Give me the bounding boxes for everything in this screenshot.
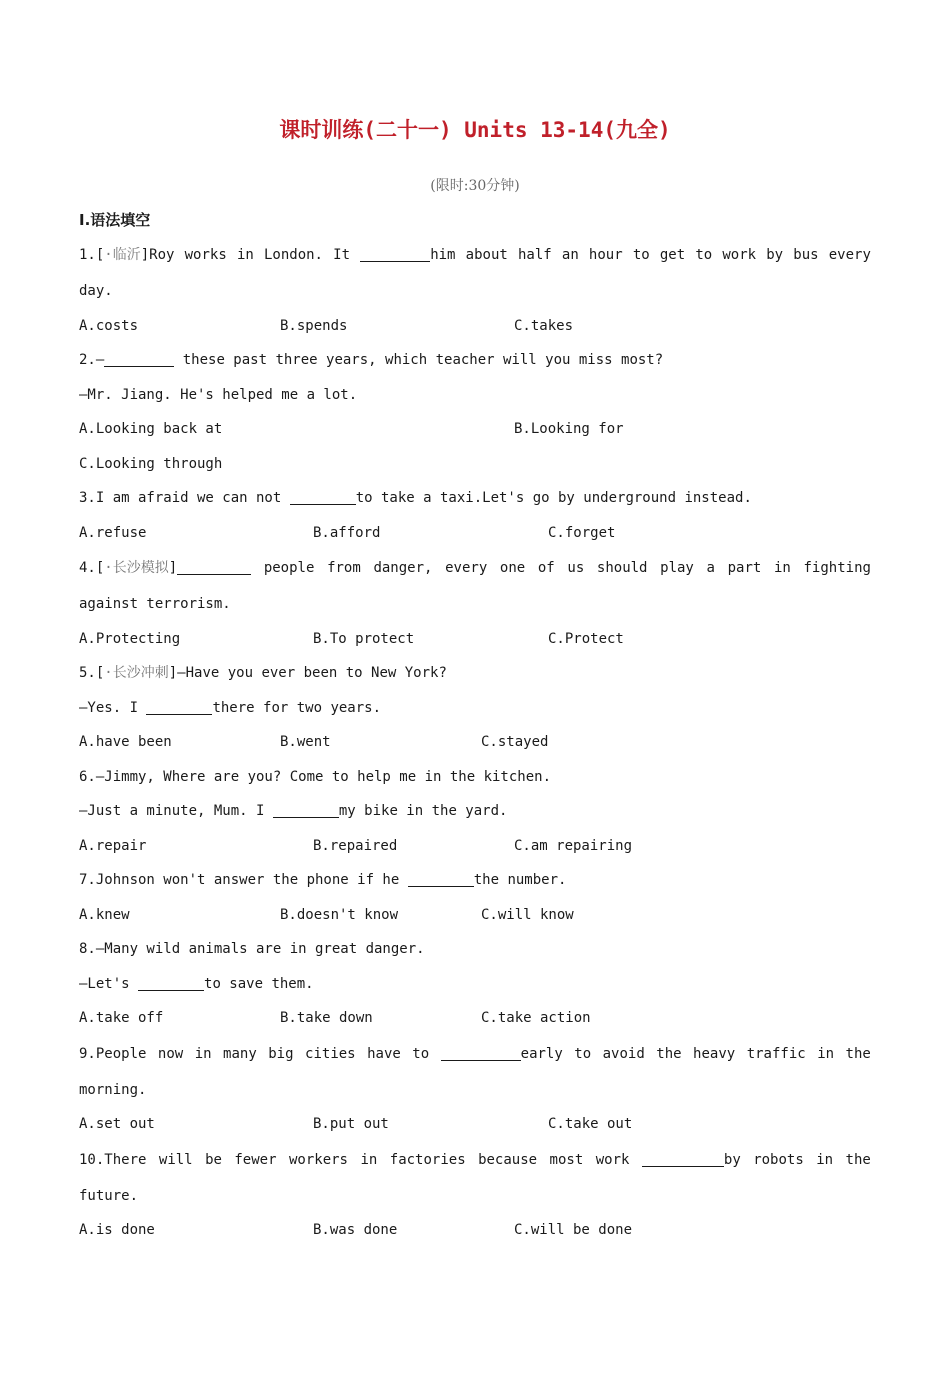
word: in (194, 1045, 212, 1062)
word: should (596, 560, 648, 576)
option-a: A.Protecting (79, 630, 181, 647)
option-c: C.Looking through (79, 455, 223, 472)
word: the (845, 1045, 871, 1062)
word: the (656, 1045, 682, 1062)
option-c: C.will know (481, 906, 574, 923)
option-b: B.repaired (313, 837, 398, 854)
word: to (632, 247, 650, 263)
word: us (567, 560, 585, 576)
word: will (158, 1151, 193, 1168)
word: 9.People (79, 1045, 147, 1062)
word: because (478, 1151, 538, 1168)
section-heading: Ⅰ.语法填空 (79, 211, 151, 229)
source-tag: ·长沙冲刺 (104, 665, 169, 681)
q2-options-row2 (79, 447, 871, 482)
word: a (706, 560, 715, 576)
q10-options (79, 1213, 871, 1248)
word: of (537, 560, 555, 576)
option-b: B.To protect (313, 630, 415, 647)
word: hour (588, 247, 623, 263)
option-c: C.Protect (548, 630, 624, 647)
q2-line2: —Mr. Jiang. He's helped me a lot. (79, 386, 358, 403)
option-c: C.take out (548, 1116, 633, 1132)
q4-line1 (79, 550, 871, 587)
word: works (184, 247, 227, 263)
question-number: 4.[ (79, 560, 105, 576)
q1-options (79, 309, 871, 344)
option-a: A.set out (79, 1116, 155, 1132)
option-a: A.repair (79, 837, 147, 854)
word: now (157, 1045, 184, 1062)
q8-line2: —Let's to save them. (79, 975, 314, 992)
word: heavy (693, 1045, 736, 1062)
option-c: C.am repairing (514, 837, 633, 854)
word: most (549, 1151, 584, 1168)
word: about (465, 247, 508, 263)
option-a: A.refuse (79, 524, 147, 541)
word: in (773, 560, 791, 576)
word: work (722, 247, 757, 263)
word: in (236, 247, 254, 263)
word: London. (263, 247, 323, 263)
q3-line1: 3.I am afraid we can not to take a taxi.Let's go by underground instead. (79, 490, 752, 506)
word: him (360, 237, 455, 274)
answer-blank (273, 801, 339, 818)
option-b: B.spends (280, 317, 348, 334)
q5-line2: —Yes. I there for two years. (79, 699, 382, 716)
word: big (268, 1045, 294, 1062)
word: in (360, 1151, 378, 1168)
word: traffic (746, 1045, 806, 1062)
word: fighting (803, 560, 871, 576)
option-a: A.take off (79, 1010, 164, 1026)
word: to (412, 1045, 430, 1062)
option-a: A.knew (79, 906, 130, 923)
q8-options (79, 1001, 871, 1036)
word: the (845, 1151, 871, 1168)
q7-options (79, 898, 871, 933)
option-b: B.was done (313, 1222, 398, 1238)
word: one (499, 560, 526, 576)
word: people (263, 560, 315, 576)
word: to (695, 247, 713, 263)
q2-line1: 2.— these past three years, which teacher will you miss most? (79, 352, 664, 368)
option-c: C.will be done (514, 1222, 633, 1238)
word: robots (753, 1151, 804, 1168)
word: cities (305, 1045, 356, 1062)
source-tag: ·临沂 (104, 247, 141, 263)
word: bus (793, 247, 819, 263)
word: get (659, 247, 686, 263)
option-a: A.Looking back at (79, 421, 223, 437)
word: from (327, 560, 361, 576)
option-b: B.put out (313, 1116, 389, 1132)
word: early (441, 1036, 563, 1073)
word: every (828, 247, 871, 263)
q1-line2: day. (79, 283, 113, 299)
q10-line2: future. (79, 1187, 139, 1204)
option-b: B.went (280, 734, 331, 750)
option-c: C.forget (548, 524, 616, 541)
word: in (816, 1151, 834, 1168)
q7-line1: 7.Johnson won't answer the phone if he the number. (79, 872, 567, 888)
answer-blank (177, 558, 251, 575)
option-b: B.afford (313, 524, 381, 541)
word: avoid (602, 1045, 645, 1062)
answer-blank (441, 1044, 521, 1061)
word: workers (288, 1151, 348, 1168)
word: be (205, 1151, 222, 1168)
word: many (223, 1045, 257, 1062)
option-c: C.stayed (481, 734, 549, 750)
answer-blank (642, 1150, 724, 1167)
word: every (445, 560, 488, 576)
question-list (79, 237, 871, 1248)
word: 10.There (79, 1151, 147, 1168)
option-a: A.is done (79, 1222, 155, 1238)
q5-options (79, 725, 871, 760)
answer-blank (146, 698, 212, 715)
q4-line2: against terrorism. (79, 596, 231, 612)
word: danger, (373, 560, 433, 576)
q3-options (79, 516, 871, 551)
word: play (660, 560, 694, 576)
word: in (817, 1045, 835, 1062)
option-a: A.have been (79, 734, 172, 750)
word: half (518, 247, 552, 263)
q9-line1 (79, 1036, 871, 1073)
time-limit: (限时:30分钟) (430, 178, 520, 194)
source-tag: ·长沙模拟 (104, 560, 169, 576)
page-title: 课时训练(二十一) Units 13-14(九全) (279, 118, 671, 142)
word: an (561, 247, 579, 263)
q6-line2: —Just a minute, Mum. I my bike in the yard. (79, 803, 508, 819)
option-b: B.take down (280, 1010, 373, 1026)
word: 1.[·临沂]Roy (79, 247, 175, 263)
word: by (642, 1142, 741, 1179)
word: part (727, 560, 762, 576)
q1-line1 (79, 237, 871, 274)
word: work (595, 1151, 630, 1168)
q9-options (79, 1107, 871, 1142)
word: It (333, 247, 351, 263)
q6-options (79, 829, 871, 864)
question-number: 1.[ (79, 247, 105, 263)
answer-blank (138, 974, 204, 991)
q4-options (79, 622, 871, 657)
q10-line1 (79, 1142, 871, 1179)
word: to (574, 1045, 592, 1062)
answer-blank (360, 245, 430, 262)
answer-blank (408, 870, 474, 887)
word: factories (389, 1151, 466, 1168)
q2-options-row1 (79, 412, 871, 447)
word: fewer (234, 1151, 277, 1168)
word: by (766, 247, 784, 263)
option-c: C.take action (481, 1010, 591, 1026)
q5-line1: 5.[·长沙冲刺]—Have you ever been to New York? (79, 665, 447, 681)
word: have (367, 1045, 401, 1062)
option-c: C.takes (514, 317, 574, 334)
q6-line1: 6.—Jimmy, Where are you? Come to help me in the kitchen. (79, 768, 552, 785)
option-b: B.doesn't know (280, 906, 399, 923)
answer-blank (290, 488, 356, 505)
option-b: B.Looking for (514, 421, 624, 437)
q9-line2: morning. (79, 1081, 147, 1098)
word: 4.[·长沙模拟] (79, 550, 251, 587)
option-a: A.costs (79, 317, 139, 334)
q8-line1: 8.—Many wild animals are in great danger. (79, 941, 425, 957)
